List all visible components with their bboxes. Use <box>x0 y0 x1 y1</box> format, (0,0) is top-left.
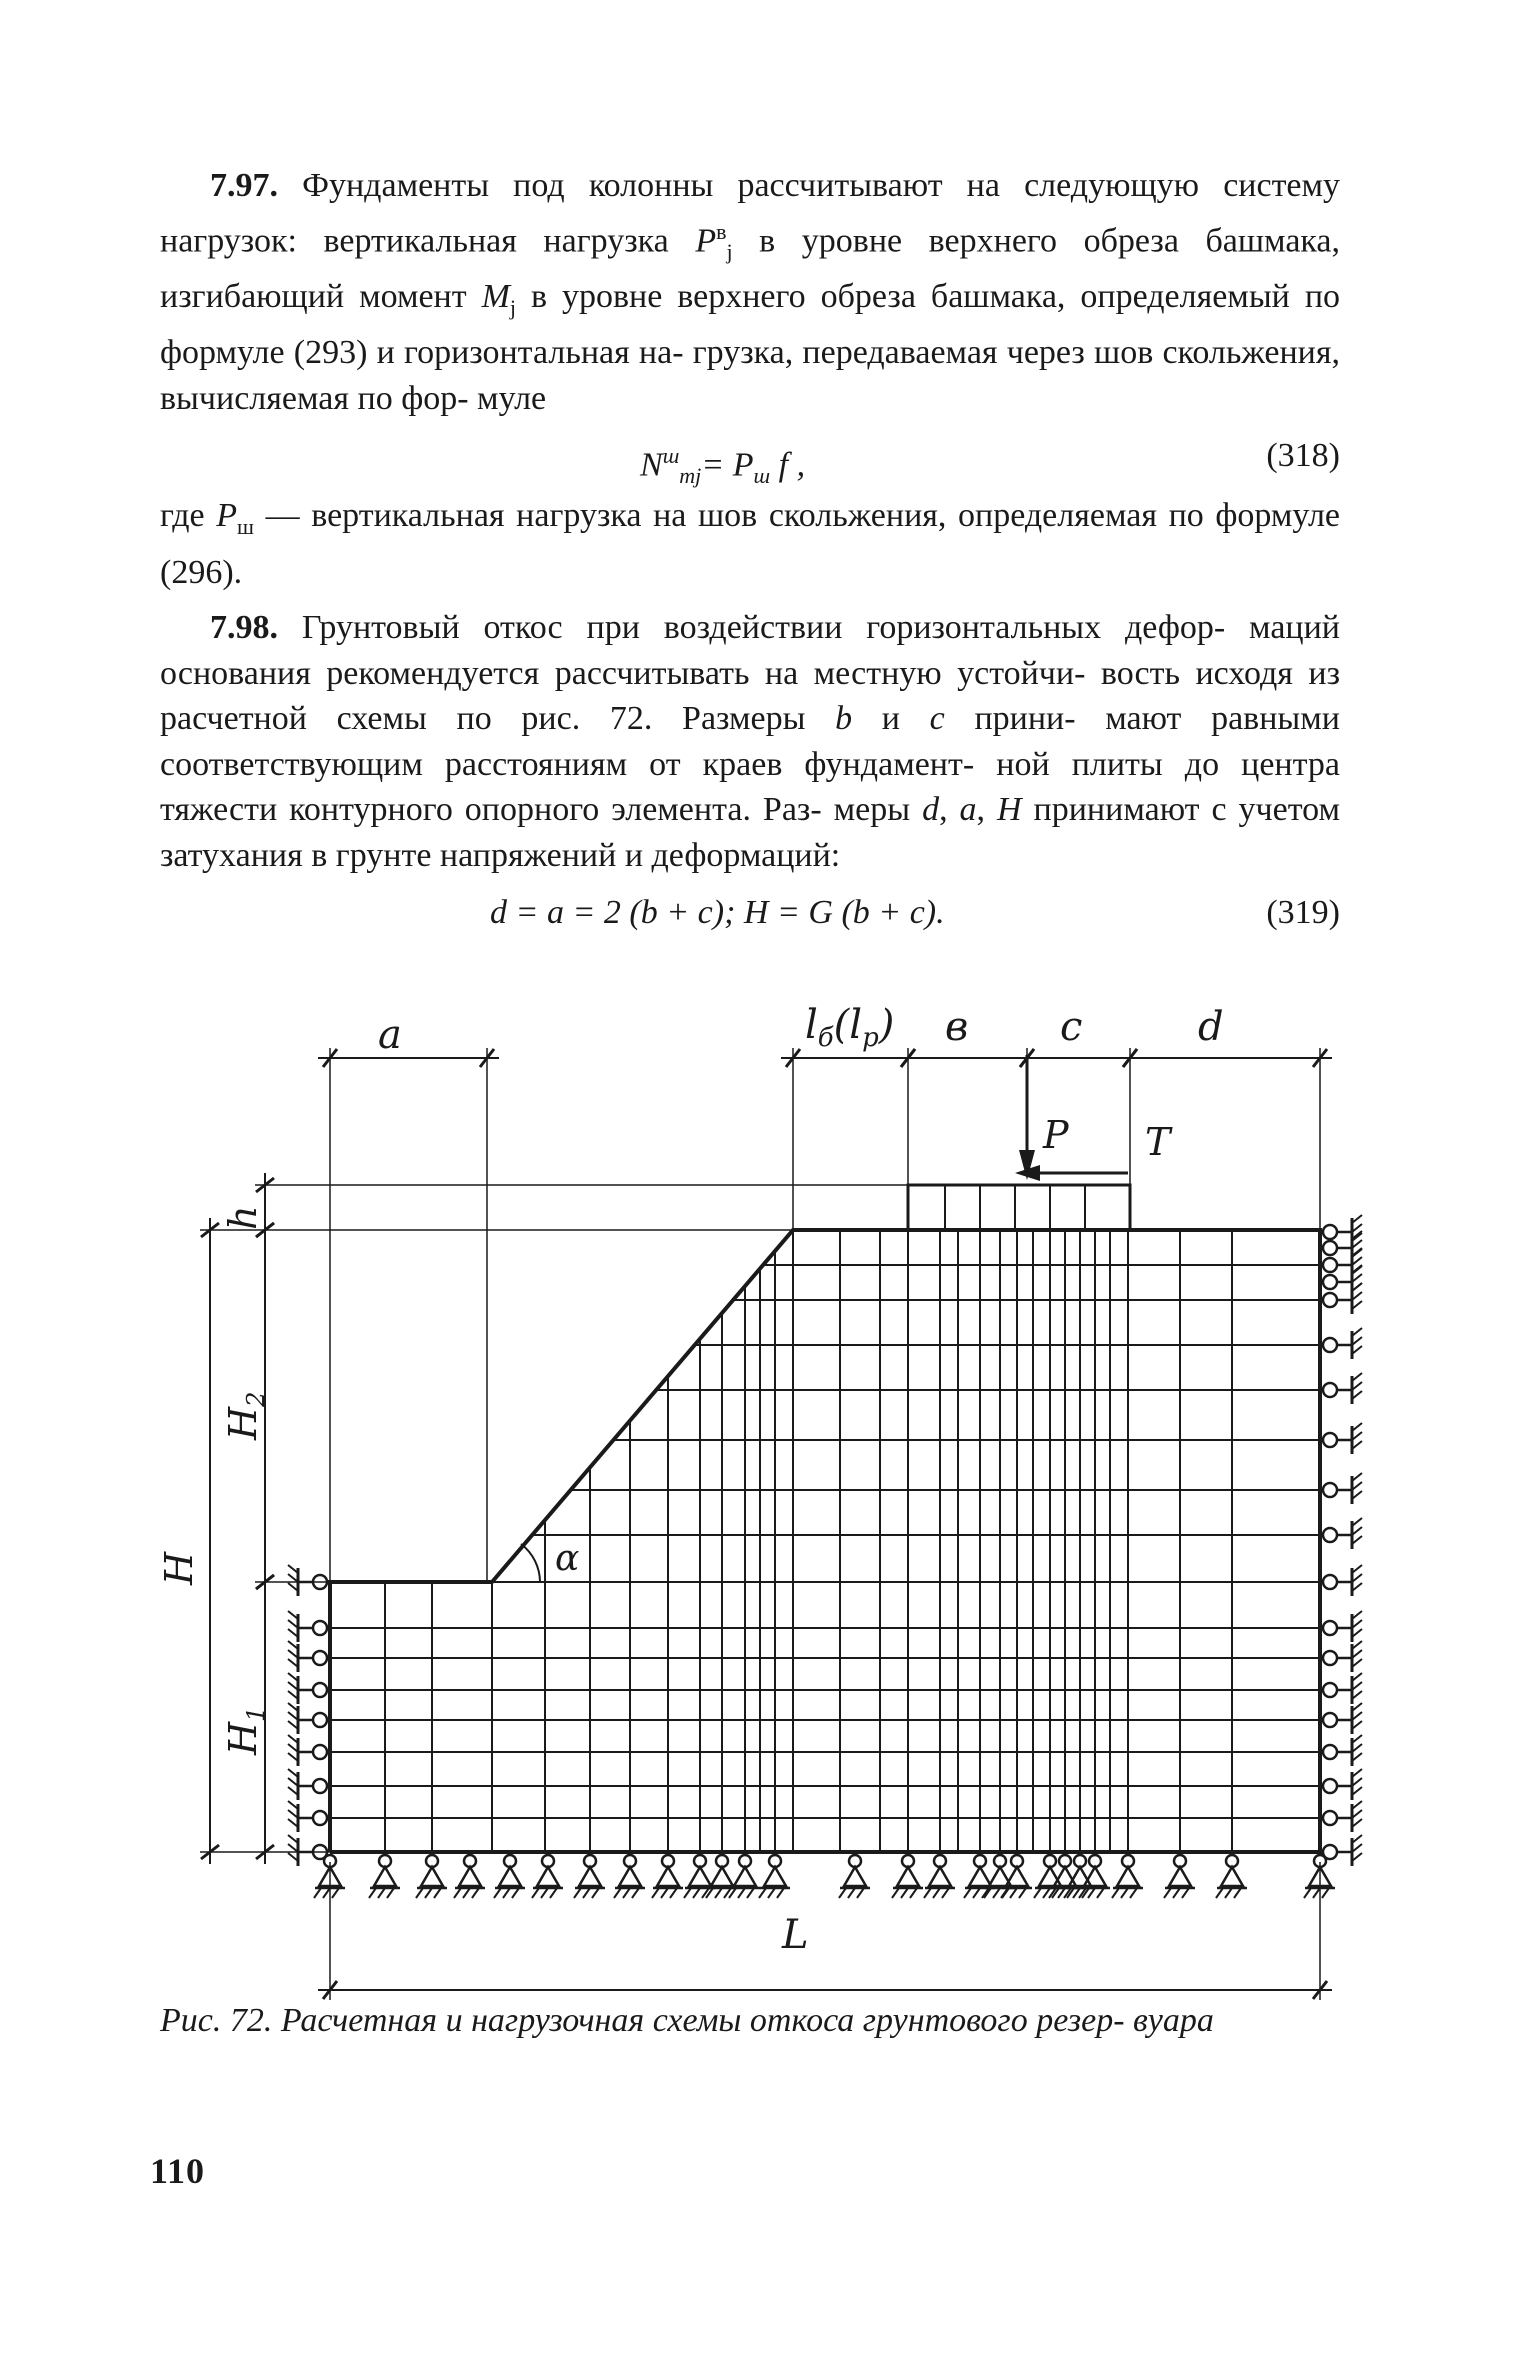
support-symbols <box>288 1215 1362 1898</box>
right-support-roller <box>1323 1258 1337 1272</box>
label-H2-sub: 2 <box>242 1391 270 1407</box>
bottom-support-hatch <box>494 1888 501 1898</box>
text-line: ной плиты до центра тяжести контурного опорного элемента. Раз- <box>160 745 1340 829</box>
bottom-support-triangle <box>929 1867 951 1886</box>
right-support-roller <box>1323 1528 1337 1542</box>
label-H1-sub: 1 <box>242 1706 270 1722</box>
text-line: прини- <box>944 700 1076 738</box>
left-support-roller <box>313 1621 327 1635</box>
label-L: L <box>782 1912 809 1958</box>
bottom-support-hatch <box>463 1888 470 1898</box>
bottom-support-hatch <box>1182 1888 1189 1898</box>
bottom-support-triangle <box>1117 1867 1139 1886</box>
right-support-roller <box>1323 1225 1337 1239</box>
bottom-support-hatch <box>1225 1888 1232 1898</box>
bottom-support-hatch <box>1034 1888 1041 1898</box>
label-T: T <box>1145 1120 1171 1164</box>
bottom-support-hatch <box>1001 1888 1008 1898</box>
bottom-support-triangle <box>1169 1867 1191 1886</box>
bottom-support-hatch <box>768 1888 775 1898</box>
text-line: обреза башмака, изгибающий момент <box>160 221 1340 316</box>
bottom-support-hatch <box>777 1888 784 1898</box>
bottom-support-triangle <box>421 1867 443 1886</box>
bottom-support-triangle <box>1069 1867 1091 1886</box>
formula-sub: тj <box>679 463 702 489</box>
text-line: мают равными соответствующим расстояниям от краев фундамент- <box>160 700 1340 783</box>
label-lp: (l <box>833 1002 863 1048</box>
text-line: в уровне верхнего обреза <box>516 278 916 316</box>
bottom-support-triangle <box>374 1867 396 1886</box>
dimension-lines <box>200 1048 1332 2000</box>
bottom-support-hatch <box>693 1888 700 1898</box>
bottom-support-hatch <box>738 1888 745 1898</box>
label-c: c <box>1060 1004 1083 1050</box>
bottom-support-hatch <box>1216 1888 1223 1898</box>
bottom-support-hatch <box>632 1888 639 1898</box>
text-line: принимают с учетом затухания в грунте напряжений <box>160 791 1341 874</box>
label-H: H <box>157 1551 201 1585</box>
label-lb-sub: б <box>817 1023 834 1053</box>
bottom-support-hatch <box>933 1888 940 1898</box>
angle-alpha-arc <box>521 1544 540 1582</box>
slope-outline <box>330 1055 1320 1852</box>
label-H2 <box>221 1392 270 1441</box>
text-line: и деформаций: <box>624 836 841 874</box>
symbol-P: P <box>695 221 717 259</box>
formula-319-expression: d = a = 2 (b + c); H = G (b + c). <box>490 894 945 932</box>
slope-boundary <box>330 1230 1320 1852</box>
clause-number-7-98: 7.98. <box>210 609 278 647</box>
right-support-roller <box>1323 1241 1337 1255</box>
bottom-support-triangle <box>579 1867 601 1886</box>
right-support-roller <box>1323 1621 1337 1635</box>
bottom-support-hatch <box>892 1888 899 1898</box>
bottom-support-hatch <box>574 1888 581 1898</box>
text-line: маций основания рекомендуется рассчитывать на местную устойчи- <box>160 609 1341 692</box>
text-line: и <box>852 700 930 738</box>
bottom-support-hatch <box>924 1888 931 1898</box>
bottom-support-hatch <box>910 1888 917 1898</box>
bottom-support-triangle <box>764 1867 786 1886</box>
bottom-support-hatch <box>503 1888 510 1898</box>
right-support-roller <box>1323 1275 1337 1289</box>
label-lb <box>805 1002 894 1053</box>
bottom-support-hatch <box>857 1888 864 1898</box>
fe-mesh <box>330 1230 1320 1852</box>
bottom-support-hatch <box>583 1888 590 1898</box>
bottom-support-hatch <box>747 1888 754 1898</box>
foundation-slab <box>908 1185 1130 1230</box>
bottom-support-hatch <box>993 1888 1000 1898</box>
right-support-roller <box>1323 1338 1337 1352</box>
right-support-roller <box>1323 1293 1337 1307</box>
label-lp-sub: p <box>862 1023 879 1053</box>
caption-line-1: Рис. 72. Расчетная и нагрузочная схемы откоса грунтового резер- <box>160 2002 1125 2039</box>
bottom-support-triangle <box>844 1867 866 1886</box>
bottom-support-hatch <box>848 1888 855 1898</box>
symbol-M: M <box>481 278 510 316</box>
bottom-support-hatch <box>661 1888 668 1898</box>
label-d: d <box>1198 1004 1224 1050</box>
bottom-support-hatch <box>332 1888 339 1898</box>
text-line: вость исходя из расчетной схемы по рис. 72. Размеры <box>160 654 1341 738</box>
symbol-sub: ш <box>237 514 254 540</box>
bottom-support-triangle <box>459 1867 481 1886</box>
left-support-roller <box>313 1713 327 1727</box>
right-support-roller <box>1323 1745 1337 1759</box>
formula-sup: ш <box>662 443 680 469</box>
right-support-roller <box>1323 1811 1337 1825</box>
bottom-support-hatch <box>1173 1888 1180 1898</box>
bottom-support-hatch <box>1121 1888 1128 1898</box>
bottom-support-hatch <box>901 1888 908 1898</box>
bottom-support-hatch <box>454 1888 461 1898</box>
formula-symbol: = P <box>701 446 754 484</box>
bottom-support-hatch <box>964 1888 971 1898</box>
formula-sub: ш <box>753 463 771 489</box>
text-line: где <box>160 497 217 535</box>
bottom-support-hatch <box>512 1888 519 1898</box>
bottom-support-triangle <box>1054 1867 1076 1886</box>
text-line: муле <box>477 379 547 417</box>
bottom-support-triangle <box>1221 1867 1243 1886</box>
left-support-roller <box>313 1683 327 1697</box>
bottom-support-hatch <box>550 1888 557 1898</box>
bottom-support-triangle <box>969 1867 991 1886</box>
right-support-roller <box>1323 1575 1337 1589</box>
bottom-support-hatch <box>1164 1888 1171 1898</box>
bottom-support-triangle <box>897 1867 919 1886</box>
page-number: 110 <box>150 2151 206 2191</box>
symbol-d: d <box>922 791 940 829</box>
label-P: P <box>1043 1113 1069 1157</box>
bottom-support-hatch <box>532 1888 539 1898</box>
left-support-roller <box>313 1811 327 1825</box>
text-line: башмака, определяемый по формуле (293) и горизонтальная на- <box>160 278 1341 372</box>
symbol-b: b <box>835 700 853 738</box>
bottom-support-hatch <box>416 1888 423 1898</box>
symbol-P: P <box>216 497 238 535</box>
text-line: Фундаменты под колонны рассчитывают на следующую <box>302 167 1200 204</box>
formula-319-number: (319) <box>1266 894 1340 932</box>
bottom-support-hatch <box>434 1888 441 1898</box>
text-line: Грунтовый откос при воздействии горизонтальных дефор- <box>301 609 1226 647</box>
formula-318-number: (318) <box>1266 437 1340 475</box>
bottom-support-hatch <box>1010 1888 1017 1898</box>
text-line: меры <box>833 791 923 829</box>
bottom-support-hatch <box>614 1888 621 1898</box>
bottom-support-triangle <box>499 1867 521 1886</box>
bottom-support-hatch <box>378 1888 385 1898</box>
formula-symbol: f , <box>770 446 806 484</box>
bottom-support-hatch <box>387 1888 394 1898</box>
text-line: по формуле (296). <box>160 497 1340 591</box>
bottom-support-hatch <box>652 1888 659 1898</box>
clause-number-7-97: 7.97. <box>210 167 278 204</box>
bottom-support-triangle <box>619 1867 641 1886</box>
label-lp-close: ) <box>878 1002 895 1048</box>
bottom-support-triangle <box>689 1867 711 1886</box>
bottom-support-hatch <box>942 1888 949 1898</box>
bottom-support-hatch <box>715 1888 722 1898</box>
right-support-roller <box>1323 1683 1337 1697</box>
bottom-support-hatch <box>1234 1888 1241 1898</box>
bottom-support-triangle <box>734 1867 756 1886</box>
text-line: — вертикальная нагрузка на шов скольжения, определяемая <box>254 497 1157 535</box>
bottom-support-hatch <box>425 1888 432 1898</box>
bottom-support-hatch <box>759 1888 766 1898</box>
symbol-sub: j <box>509 294 517 320</box>
text-line: , <box>939 791 960 829</box>
bottom-support-triangle <box>537 1867 559 1886</box>
bottom-support-hatch <box>323 1888 330 1898</box>
bottom-support-hatch <box>472 1888 479 1898</box>
bottom-support-hatch <box>1304 1888 1311 1898</box>
bottom-support-hatch <box>541 1888 548 1898</box>
label-H1-H: H <box>221 1721 265 1755</box>
symbol-c: c <box>929 700 945 738</box>
bottom-support-hatch <box>314 1888 321 1898</box>
symbol-sup: в <box>716 218 727 244</box>
formula-symbol: N <box>640 446 663 484</box>
bottom-support-triangle <box>1084 1867 1106 1886</box>
bottom-support-hatch <box>369 1888 376 1898</box>
left-support-roller <box>313 1745 327 1759</box>
label-H1 <box>221 1707 270 1756</box>
bottom-support-triangle <box>711 1867 733 1886</box>
bottom-support-hatch <box>1313 1888 1320 1898</box>
left-support-roller <box>313 1651 327 1665</box>
bottom-support-hatch <box>1112 1888 1119 1898</box>
symbol-sub: j <box>726 238 733 264</box>
text-line: в уровне верхнего <box>732 221 1058 259</box>
right-support-roller <box>1323 1779 1337 1793</box>
bottom-support-triangle <box>657 1867 679 1886</box>
right-support-roller <box>1323 1713 1337 1727</box>
right-support-roller <box>1323 1433 1337 1447</box>
bottom-support-hatch <box>1097 1888 1104 1898</box>
bottom-support-hatch <box>973 1888 980 1898</box>
text-line: грузка, передаваемая через шов скольжения, вычисляемая по фор- <box>160 334 1341 417</box>
right-support-roller <box>1323 1483 1337 1497</box>
bottom-support-hatch <box>684 1888 691 1898</box>
text-line: , <box>976 791 998 829</box>
bottom-support-hatch <box>1130 1888 1137 1898</box>
label-alpha: α <box>555 1538 580 1579</box>
bottom-support-hatch <box>1019 1888 1026 1898</box>
label-b: в <box>945 1004 969 1050</box>
right-support-roller <box>1323 1651 1337 1665</box>
symbol-H: H <box>997 791 1022 829</box>
label-lb-l: l <box>805 1002 818 1048</box>
bottom-support-hatch <box>1322 1888 1329 1898</box>
text-line: систему нагрузок: вертикальная нагрузка <box>160 167 1341 259</box>
right-support-roller <box>1323 1383 1337 1397</box>
bottom-support-hatch <box>670 1888 677 1898</box>
symbol-a: a <box>959 791 977 829</box>
caption-line-2: вуара <box>1133 2002 1214 2039</box>
label-a: a <box>378 1012 402 1058</box>
bottom-support-hatch <box>623 1888 630 1898</box>
bottom-support-hatch <box>592 1888 599 1898</box>
bottom-support-triangle <box>1039 1867 1061 1886</box>
label-H2-H: H <box>221 1406 265 1440</box>
figure-labels <box>157 1002 1224 1958</box>
figure-caption <box>160 2000 1340 2042</box>
left-support-roller <box>313 1779 327 1793</box>
bottom-support-hatch <box>839 1888 846 1898</box>
label-h: h <box>221 1205 265 1230</box>
